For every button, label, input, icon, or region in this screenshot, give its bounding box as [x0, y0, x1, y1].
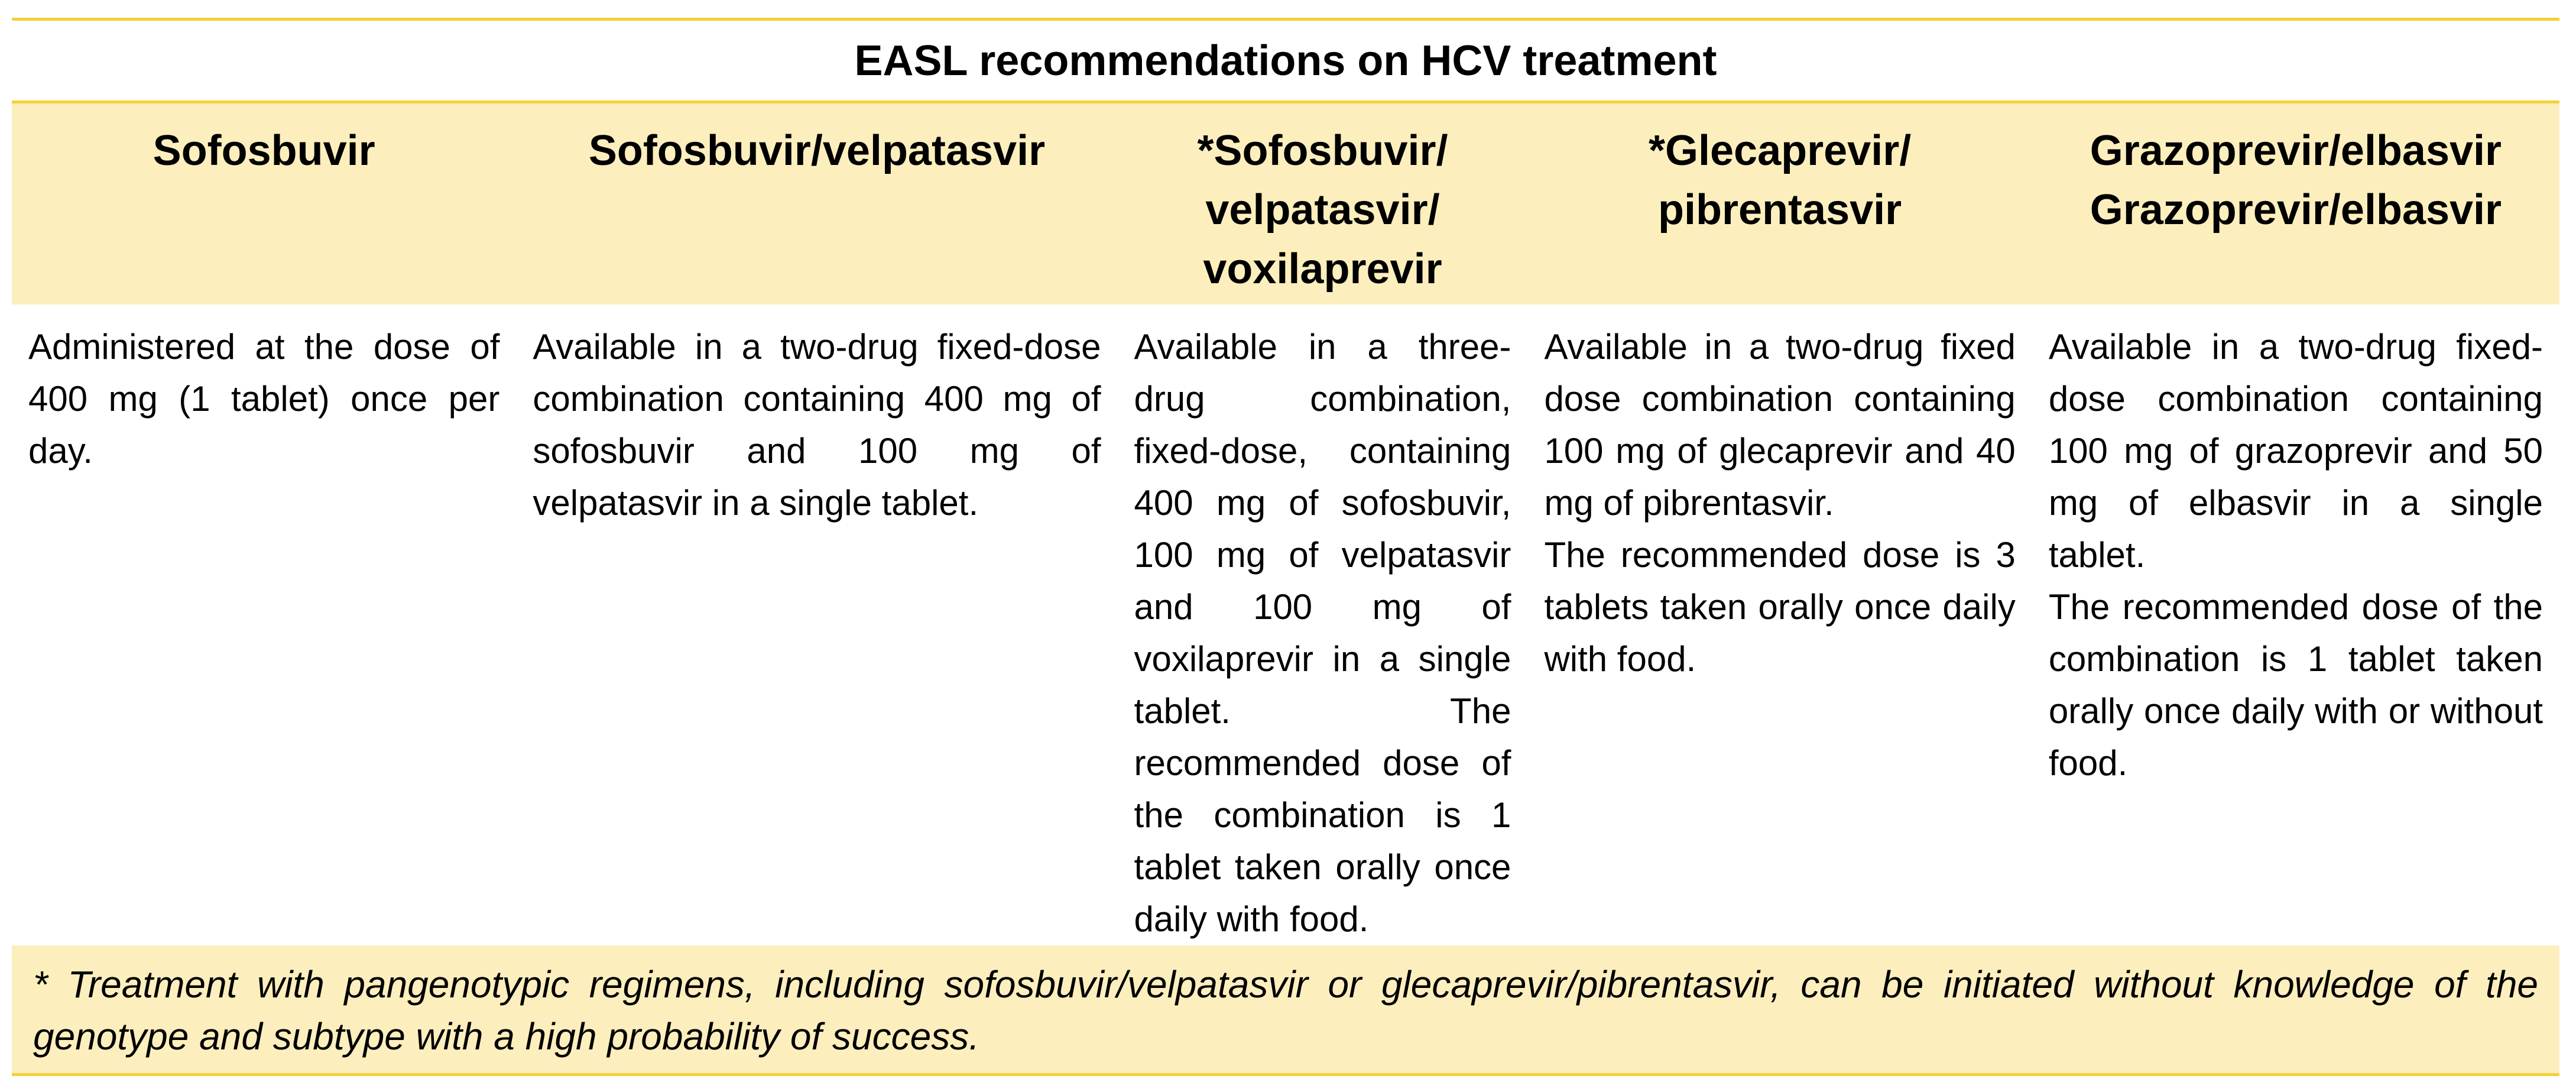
column-header-sofosbuvir-velpatasvir: Sofosbuvir/velpatasvir — [516, 102, 1117, 305]
footnote-row — [12, 945, 2559, 1075]
column-header-sofosbuvir: Sofosbuvir — [12, 102, 516, 305]
dose-paragraph: The recommended dose is 3 tablets taken orally once daily with food. — [1544, 535, 2016, 679]
table-footnote: * Treatment with pangenotypic regimens, including sofosbuvir/velpatasvir or glecaprevir/pibrentasvir, can be initiated without knowledge of the genotype and subtype with a high probability of success. — [12, 945, 2559, 1075]
easl-table-figure — [12, 18, 2559, 1076]
description-cell-sofosbuvir — [12, 304, 516, 945]
hcv-treatment-table — [12, 18, 2559, 1076]
description-row — [12, 304, 2559, 945]
description-paragraph: Available in a two-drug fixed dose combination containing 100 mg of glecaprevir and 40 mg of pibrentasvir. — [1544, 327, 2016, 523]
description-paragraph: Available in a three-drug combination, fixed-dose, containing 400 mg of sofosbuvir, 100 mg of velpatasvir and 100 mg of voxilaprevir in a single tablet. The recommended dose of the combination is 1 tablet taken orally once daily with food. — [1134, 327, 1511, 939]
description-cell-sofosbuvir-velpatasvir — [516, 304, 1117, 945]
description-paragraph: Available in a two-drug fixed-dose combination containing 400 mg of sofosbuvir and 100 mg of velpatasvir in a single tablet. — [533, 327, 1101, 523]
description-cell-glecaprevir-pibrentasvir — [1527, 304, 2032, 945]
description-cell-grazoprevir-elbasvir — [2032, 304, 2559, 945]
description-paragraph: Administered at the dose of 400 mg (1 tablet) once per day. — [28, 327, 500, 471]
header-row — [12, 102, 2559, 305]
column-header-glecaprevir-pibrentasvir: *Glecaprevir/ pibrentasvir — [1527, 102, 2032, 305]
dose-paragraph: The recommended dose of the combination is 1 tablet taken orally once daily with or without food. — [2048, 587, 2543, 783]
description-cell-sofosbuvir-velpatasvir-voxilaprevir — [1118, 304, 1528, 945]
description-paragraph: Available in a two-drug fixed-dose combination containing 100 mg of grazoprevir and 50 mg of elbasvir in a single tablet. — [2048, 327, 2543, 575]
table-title: EASL recommendations on HCV treatment — [12, 20, 2559, 102]
title-row — [12, 20, 2559, 102]
column-header-grazoprevir-elbasvir: Grazoprevir/elbasvir Grazoprevir/elbasvir — [2032, 102, 2559, 305]
column-header-sofosbuvir-velpatasvir-voxilaprevir: *Sofosbuvir/ velpatasvir/ voxilaprevir — [1118, 102, 1528, 305]
